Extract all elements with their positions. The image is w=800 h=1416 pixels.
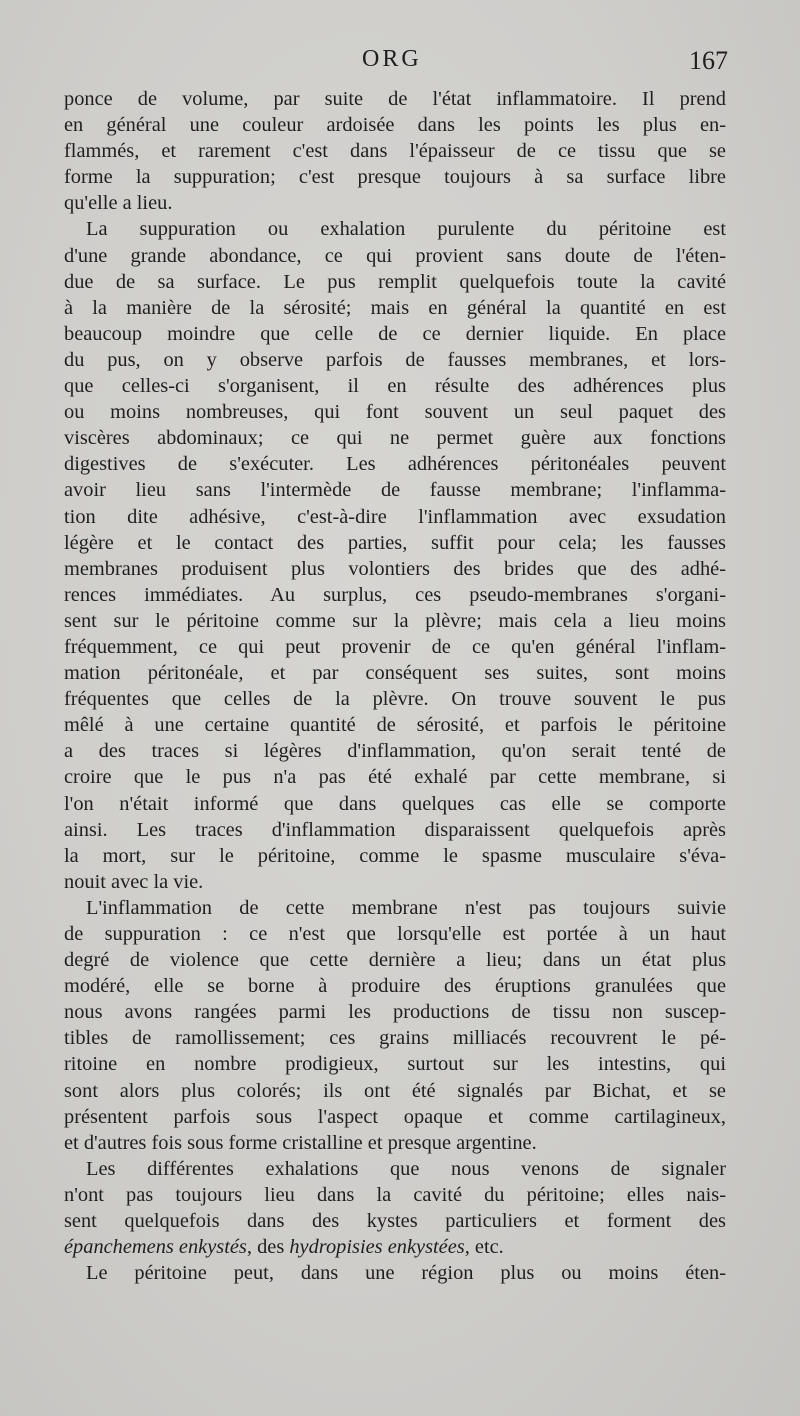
text-line: due de sa surface. Le pus remplit quelquefois toute la cavité: [64, 270, 726, 293]
text-line-italic: [64, 1234, 726, 1260]
text-line: d'une grande abondance, ce qui provient sans doute de l'éten-: [64, 244, 726, 267]
text-line: ritoine en nombre prodigieux, surtout sur les intestins, qui: [64, 1053, 726, 1076]
text-line: modéré, elle se borne à produire des éruptions granulées que: [64, 975, 726, 998]
text-line: mêlé à une certaine quantité de sérosité, et parfois le péritoine: [64, 714, 726, 737]
text-line: viscères abdominaux; ce qui ne permet guère aux fonctions: [64, 427, 726, 450]
separator-text: , etc.: [464, 1236, 504, 1259]
text-line: en général une couleur ardoisée dans les points les plus en-: [64, 114, 726, 137]
text-line: beaucoup moindre que celle de ce dernier liquide. En place: [64, 322, 726, 345]
text-line: n'ont pas toujours lieu dans la cavité du péritoine; elles nais-: [64, 1183, 726, 1206]
text-line: l'on n'était informé que dans quelques cas elle se comporte: [64, 792, 726, 815]
text-line: fréquentes que celles de la plèvre. On trouve souvent le pus: [64, 688, 726, 711]
text-line: degré de violence que cette dernière a lieu; dans un état plus: [64, 949, 726, 972]
text-line: du pus, on y observe parfois de fausses membranes, et lors-: [64, 348, 726, 371]
body-text: [64, 86, 726, 1286]
text-line: Les différentes exhalations que nous venons de signaler: [86, 1157, 726, 1180]
page-number: 167: [689, 46, 728, 75]
text-line: croire que le pus n'a pas été exhalé par cette membrane, si: [64, 766, 726, 789]
text-line: L'inflammation de cette membrane n'est pas toujours suivie: [86, 896, 726, 919]
text-line: sont alors plus colorés; ils ont été signalés par Bichat, et se: [64, 1079, 726, 1102]
text-line: légère et le contact des parties, suffit pour cela; les fausses: [64, 531, 726, 554]
text-line: La suppuration ou exhalation purulente du péritoine est: [86, 218, 726, 241]
text-line: la mort, sur le péritoine, comme le spasme musculaire s'éva-: [64, 844, 726, 867]
text-line: ou moins nombreuses, qui font souvent un seul paquet des: [64, 401, 726, 424]
text-line: qu'elle a lieu.: [64, 192, 173, 215]
text-line: ainsi. Les traces d'inflammation disparaissent quelquefois après: [64, 818, 726, 841]
text-line: fréquemment, ce qui peut provenir de ce qu'en général l'inflam-: [64, 635, 726, 658]
text-line: a des traces si légères d'inflammation, qu'on serait tenté de: [64, 740, 726, 763]
text-line: rences immédiates. Au surplus, ces pseudo-membranes s'organi-: [64, 583, 726, 606]
text-line: Le péritoine peut, dans une région plus ou moins éten-: [86, 1262, 726, 1285]
text-line: et d'autres fois sous forme cristalline et presque argentine.: [64, 1131, 537, 1154]
text-line: à la manière de la sérosité; mais en général la quantité en est: [64, 296, 726, 319]
text-line: présentent parfois sous l'aspect opaque et comme cartilagineux,: [64, 1105, 726, 1128]
italic-term: hydropisies enkystées: [289, 1236, 465, 1259]
text-line: ponce de volume, par suite de l'état inflammatoire. Il prend: [64, 88, 726, 110]
text-line: nouit avec la vie.: [64, 870, 204, 893]
italic-term: épanchemens enkystés: [64, 1236, 247, 1259]
running-head: ORG: [362, 46, 422, 72]
text-line: forme la suppuration; c'est presque toujours à sa surface libre: [64, 166, 726, 189]
text-line: flammés, et rarement c'est dans l'épaisseur de ce tissu que se: [64, 140, 726, 163]
text-line: nous avons rangées parmi les productions de tissu non suscep-: [64, 1001, 726, 1024]
text-line: tion dite adhésive, c'est-à-dire l'inflammation avec exsudation: [64, 505, 726, 528]
text-line: que celles-ci s'organisent, il en résulte des adhérences plus: [64, 375, 726, 398]
text-line: tibles de ramollissement; ces grains milliacés recouvrent le pé-: [64, 1027, 726, 1050]
page-header: [0, 46, 800, 86]
text-line: digestives de s'exécuter. Les adhérences péritonéales peuvent: [64, 453, 726, 476]
separator-text: , des: [246, 1236, 290, 1259]
text-line: de suppuration : ce n'est que lorsqu'elle est portée à un haut: [64, 923, 726, 945]
text-line: avoir lieu sans l'intermède de fausse membrane; l'inflamma-: [64, 479, 726, 502]
text-line: membranes produisent plus volontiers des brides que des adhé-: [64, 557, 726, 580]
text-line: sent quelquefois dans des kystes particuliers et forment des: [64, 1210, 726, 1233]
text-line: mation péritonéale, et par conséquent ses suites, sont moins: [64, 662, 726, 685]
text-line: sent sur le péritoine comme sur la plèvre; mais cela a lieu moins: [64, 609, 726, 632]
